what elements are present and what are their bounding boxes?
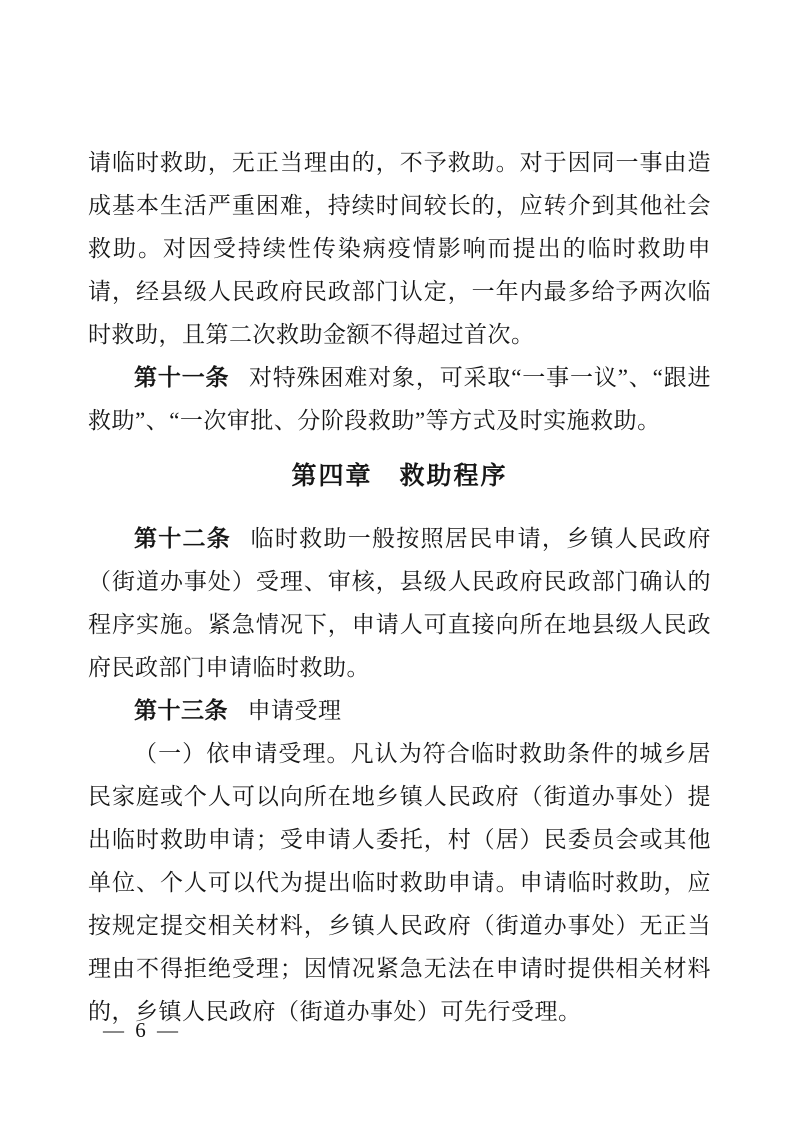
article-12-text: 临时救助一般按照居民申请，乡镇人民政府（街道办事处）受理、审核，县级人民政府民政部门确认的程序实施。紧急情况下，申请人可直接向所在地县级人民政府民政部门申请临时救助。 [88, 526, 712, 680]
article-11-paragraph [88, 356, 711, 442]
list-item-1-paragraph: （一）依申请受理。凡认为符合临时救助条件的城乡居民家庭或个人可以向所在地乡镇人民政府（街道办事处）提出临时救助申请；受申请人委托，村（居）民委员会或其他单位、个人可以代为提出临时救助申请。申请临时救助，应按规定提交相关材料，乡镇人民政府（街道办事处）无正当理由不得拒绝受理；因情况紧急无法在申请时提供相关材料的，乡镇人民政府（街道办事处）可先行受理。 [88, 741, 711, 1024]
page-number: — 6 — [103, 1018, 181, 1042]
document-body [88, 141, 711, 1033]
article-11-text: 对特殊困难对象，可采取“一事一议”、“跟进救助”、“一次审批、分阶段救助”等方式及时实施救助。 [88, 365, 711, 433]
paragraph-continuation: 请临时救助，无正当理由的，不予救助。对于因同一事由造成基本生活严重困难，持续时间较长的，应转介到其他社会救助。对因受持续性传染病疫情影响而提出的临时救助申请，经县级人民政府民政部门认定，一年内最多给予两次临时救助，且第二次救助金额不得超过首次。 [88, 150, 711, 347]
chapter-heading: 第四章 救助程序 [291, 462, 508, 490]
page-footer [103, 1018, 181, 1043]
article-12-number: 第十二条 [134, 526, 232, 551]
article-13-number: 第十三条 [134, 698, 228, 723]
article-13-paragraph [88, 689, 711, 732]
article-13-text: 申请受理 [247, 698, 342, 723]
article-11-number: 第十一条 [134, 365, 230, 390]
article-12-paragraph [88, 517, 711, 689]
